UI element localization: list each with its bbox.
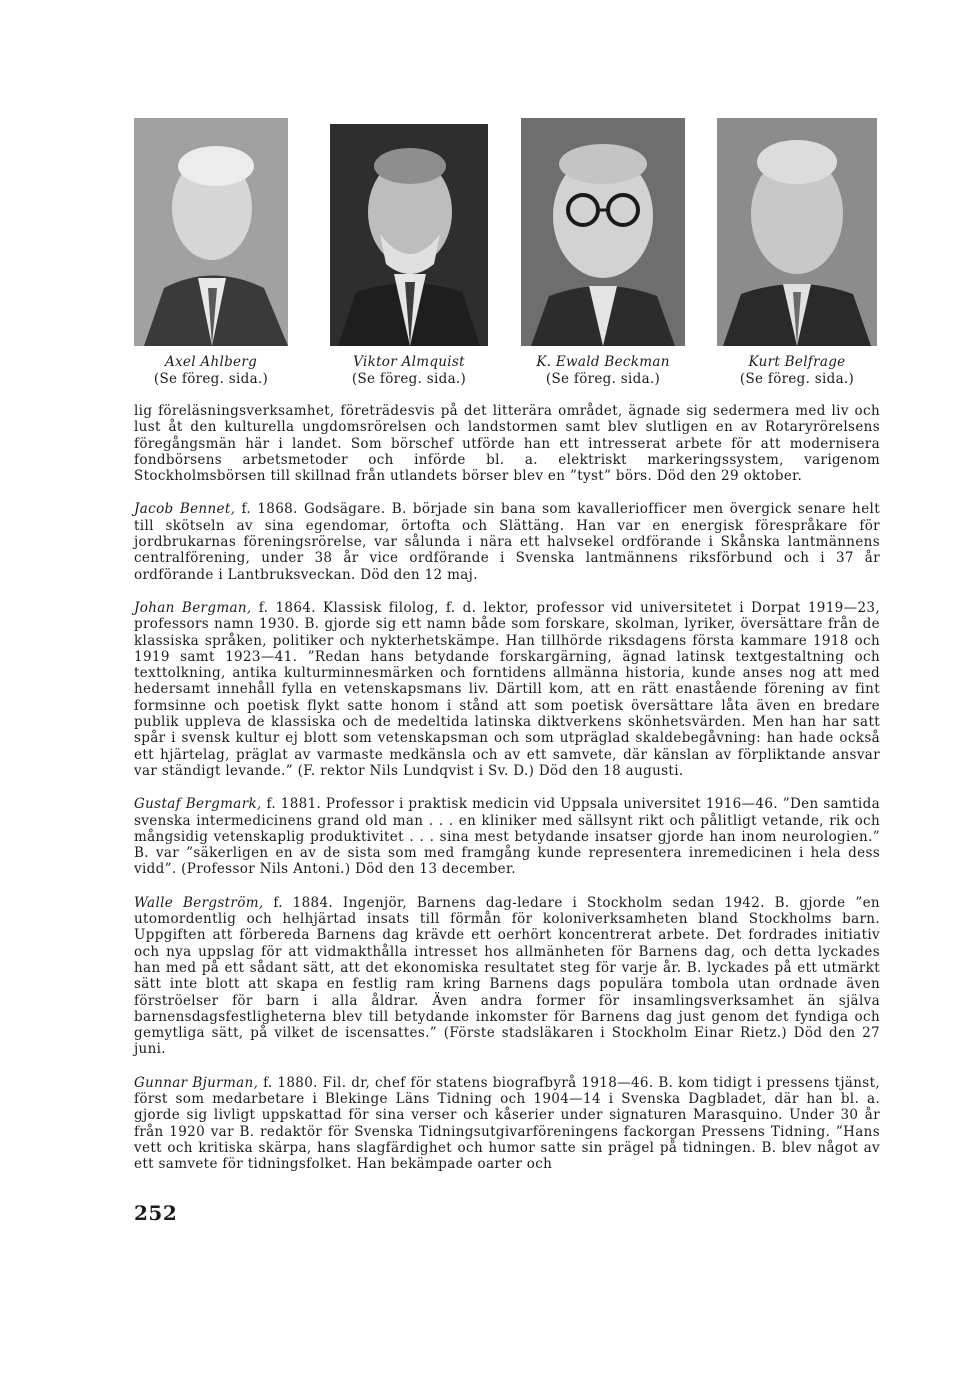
portrait-photo — [330, 124, 488, 346]
entry-text: f. 1880. Fil. dr, chef för statens biografbyrå 1918—46. B. kom tidigt i pressens tjänst, först som medarbetare i Blekinge Läns Tidning och 1904—14 i Svenska Dagbladet, där han bl. a. gjorde sig livligt uppskattad för sina verser och kåserier under signaturen Marasquino. Under 30 år från 1920 var B. redaktör för Svenska Tidningsutgivarföreningens fackorgan Pressens Tidning. ”Hans vett och kritiska skärpa, hans slagfärdighet och humor satte sin prägel på tidningen. B. blev något av ett samvete för tidningsfolket. Han bekämpade oarter och — [134, 1074, 880, 1173]
portrait-name: Kurt Belfrage — [748, 354, 846, 370]
portrait-viktor-almquist — [330, 124, 488, 387]
man-profile-photo-icon — [134, 118, 288, 346]
entry-text: f. 1864. Klassisk filolog, f. d. lektor, professor vid universitetet i Dorpat 1919—23, professors namn 1930. B. gjorde sig ett namn både som forskare, skolman, lyriker, översättare från de klassiska språken, politiker och nykterhetskämpe. Han tillhörde riksdagens första kammare 1918 och 1919 samt 1923—41. ”Redan hans betydande forskargärning, ägnad latinsk textgestaltning och texttolkning, antika kulturminnesmärken och forntidens allmänna historia, kunde anses nog att med hedersamt innehåll fylla en vetenskapsmans liv. Därtill kom, att en rätt enastående förening av fint formsinne och poetisk flykt satte honom i stånd att som poetisk översättare låta även en bredare publik uppleva de klassiska och de medeltida latinska diktverkens skönhetsvärden. Men han har satt spår i svensk kultur ej blott som vetenskapsman och som utpräglad skaldebegåvning: han hade också ett hjärtelag, präglat av varmaste medkänsla och av ett samvete, där känslan av förpliktande ansvar var ständigt levande.” (F. rektor Nils Lundqvist i Sv. D.) Död den 18 augusti. — [134, 599, 880, 779]
portrait-reference: (Se föreg. sida.) — [545, 371, 661, 387]
entry-name: Walle Bergström, — [134, 894, 264, 911]
portrait-caption — [521, 354, 685, 388]
man-with-beard-photo-icon — [330, 124, 488, 346]
entry-name: Gustaf Bergmark, — [134, 796, 262, 813]
portrait-caption — [717, 354, 877, 388]
obituary-entry — [134, 1075, 880, 1173]
obituary-entry — [134, 501, 880, 582]
obituary-entry — [134, 600, 880, 779]
portrait-name: Axel Ahlberg — [164, 354, 258, 370]
entry-text: f. 1884. Ingenjör, Barnens dag-ledare i Stockholm sedan 1942. B. gjorde ”en utomordentlig och helhjärtad insats till förmån för koloniverksamheten bland Stockholms barn. Uppgiften att förbereda Barnens dag krävde ett oerhört koncentrerat arbete. Det fordrades initiativ och nya uppslag för att vidmakthålla intresset hos allmänheten för Barnens dag, och detta lyckades han med på ett sådant sätt, att det ekonomiska resultatet steg för varje år. B. lyckades på ett utmärkt sätt inte blott att skapa en festlig ram kring Barnens dags populära tombola utan ordnade även förströelser för barn i alla åldrar. Även andra former för insamlingsverksamhet än själva barnensdagsfestligheterna blev till betydande inkomster för Barnens dag just genom det fyndiga och gemytliga sätt, på vilket de iscensattes.” (Förste stadsläkaren i Stockholm Einar Rietz.) Död den 27 juni. — [134, 894, 880, 1058]
portrait-reference: (Se föreg. sida.) — [739, 371, 855, 387]
entry-text: f. 1881. Professor i praktisk medicin vid Uppsala universitet 1916—46. ”Den samtida svenska intermedicinens grand old man . . . en kliniker med sällsynt rikt och pålitligt vetande, rik och mångsidig vetenskaplig produktivitet . . . sina mest betydande insatser gjorde han inom neurologien.” B. var ”säkerligen en av de sista som med framgång kunde representera inremedicinen i hela dess vidd”. (Professor Nils Antoni.) Död den 13 december. — [134, 796, 880, 878]
obituary-entry — [134, 796, 880, 877]
obituary-entry — [134, 895, 880, 1058]
page-number: 252 — [134, 1201, 178, 1225]
entry-name: Jacob Bennet, — [134, 501, 236, 518]
portrait-reference: (Se föreg. sida.) — [351, 371, 467, 387]
portrait-photo — [521, 118, 685, 346]
man-bald-photo-icon — [717, 118, 877, 346]
article-body — [134, 403, 880, 1189]
portrait-photo — [134, 118, 288, 346]
entry-name: Gunnar Bjurman, — [134, 1074, 259, 1091]
portrait-reference: (Se föreg. sida.) — [153, 371, 269, 387]
portrait-name: Viktor Almquist — [353, 354, 465, 370]
continued-paragraph: lig föreläsningsverksamhet, företrädesvis på det litterära området, ägnade sig sedermera med liv och lust åt den kulturella ungdomsrörelsen och landstormen samt blev slutligen en av Rotaryrörelsens föregångsmän här i landet. Som börschef utförde han ett intresserat arbete för att modernisera fondbörsens arbetsmetoder och införde bl. a. elektriskt markeringssystem, varigenom Stockholmsbörsen till skillnad från utlandets börser blev en ”tyst” börs. Död den 29 oktober. — [134, 403, 880, 485]
entry-text: f. 1868. Godsägare. B. började sin bana som kavalleriofficer men övergick senare helt till skötseln av sina egendomar, örtofta och Slättäng. Han var en energisk förespråkare för jordbrukarnas föreningsrörelse, var sålunda i nära ett halvsekel ordförande i Skånska lantmännens centralförening, under 38 år vice ordförande i Svenska lantmännens riksförbund och i 37 år ordförande i Lantbruksveckan. Död den 12 maj. — [134, 501, 881, 583]
portrait-caption — [134, 354, 288, 388]
entry-name: Johan Bergman, — [134, 599, 252, 616]
portrait-caption — [330, 354, 488, 388]
man-with-glasses-photo-icon — [521, 118, 685, 346]
portrait-row — [0, 118, 960, 398]
portrait-name: K. Ewald Beckman — [536, 354, 670, 370]
portrait-photo — [717, 118, 877, 346]
